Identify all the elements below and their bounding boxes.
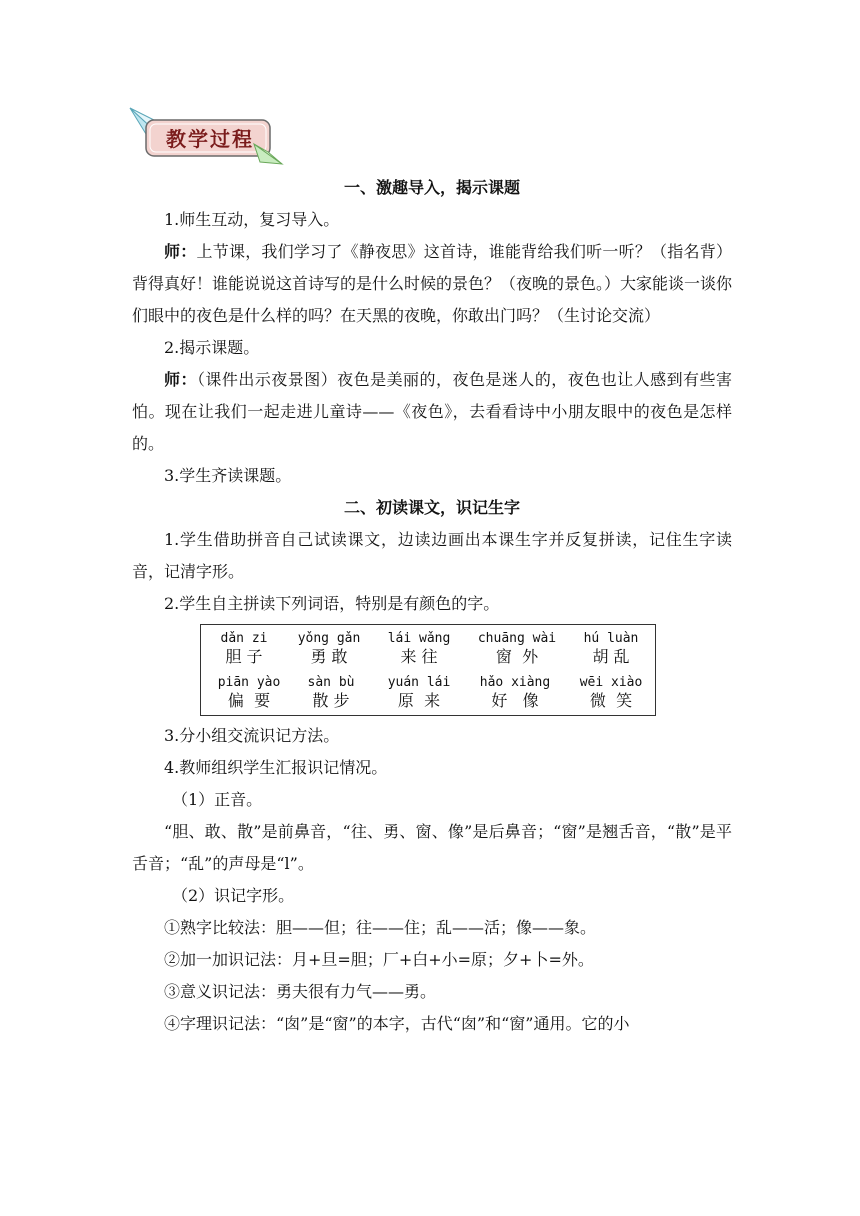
hanzi: 勇 敢 xyxy=(310,647,348,666)
speaker-label: 师： xyxy=(164,370,197,389)
list-item: 3.分小组交流识记方法。 xyxy=(164,726,340,745)
list-item: 1.学生借助拼音自己试读课文，边读边画出本课生字并反复拼读，记住生字读音，记清字形。 xyxy=(132,530,732,581)
hanzi: 散 步 xyxy=(312,691,350,710)
pinyin: chuāng wài xyxy=(477,631,557,646)
method-item: ④字理识记法：“囱”是“窗”的本字，古代“囱”和“窗”通用。它的小 xyxy=(164,1014,630,1033)
list-item: 2.学生自主拼读下列词语，特别是有颜色的字。 xyxy=(164,594,500,613)
method-item: ③意义识记法：勇夫很有力气——勇。 xyxy=(164,982,437,1001)
pinyin: hǎo xiàng xyxy=(479,675,551,690)
sub-item: （2）识记字形。 xyxy=(172,886,295,905)
list-item: 3.学生齐读课题。 xyxy=(164,466,292,485)
pinyin: yuán lái xyxy=(387,675,451,690)
hanzi: 微 笑 xyxy=(589,691,633,710)
teacher-paragraph-1 xyxy=(132,236,732,332)
method-item: ②加一加识记法：月+旦=胆；厂+白+小=原；夕+卜=外。 xyxy=(164,950,594,969)
hanzi: 窗 外 xyxy=(495,647,539,666)
section-heading-2: 二、初读课文，识记生字 xyxy=(343,498,520,517)
teacher-paragraph-2 xyxy=(132,364,732,460)
vocabulary-row xyxy=(201,631,655,671)
pinyin: piān yào xyxy=(217,675,281,690)
sub-item: （1）正音。 xyxy=(172,790,263,809)
list-item: 4.教师组织学生汇报识记情况。 xyxy=(164,758,388,777)
lesson-content xyxy=(132,172,732,1040)
hanzi: 偏 要 xyxy=(227,691,271,710)
pinyin: yǒng gǎn xyxy=(297,631,361,646)
vocabulary-box xyxy=(200,624,656,716)
hanzi: 原 来 xyxy=(397,691,441,710)
hanzi: 胆 子 xyxy=(225,647,263,666)
section-badge xyxy=(128,104,286,170)
method-item: ①熟字比较法：胆——但；往——住；乱——活；像——象。 xyxy=(164,918,597,937)
paragraph-text: 上节课，我们学习了《静夜思》这首诗，谁能背给我们听一听？（指名背）背得真好！谁能说说这首诗写的是什么时候的景色？（夜晚的景色。）大家能谈一谈你们眼中的夜色是什么样的吗？在天黑的夜晚，你敢出门吗？（生讨论交流） xyxy=(132,242,733,325)
pinyin: hú luàn xyxy=(583,631,639,646)
vocab-word xyxy=(469,631,565,667)
paragraph-text: （课件出示夜景图）夜色是美丽的，夜色是迷人的，夜色也让人感到有些害怕。现在让我们一起走进儿童诗——《夜色》，去看看诗中小朋友眼中的夜色是怎样的。 xyxy=(132,370,732,453)
pronunciation-note: “胆、敢、散”是前鼻音，“往、勇、窗、像”是后鼻音；“窗”是翘舌音，“散”是平舌音；“乱”的声母是“l”。 xyxy=(132,822,732,873)
vocab-word xyxy=(573,631,649,667)
pinyin: lái wǎng xyxy=(387,631,451,646)
vocab-word xyxy=(293,675,369,711)
vocab-word xyxy=(569,675,653,711)
vocab-word xyxy=(289,631,369,667)
vocab-word xyxy=(209,675,289,711)
hanzi: 来 往 xyxy=(400,647,438,666)
hanzi: 胡 乱 xyxy=(592,647,630,666)
pinyin: dǎn zi xyxy=(220,631,268,646)
vocab-word xyxy=(379,631,459,667)
hanzi: 好 像 xyxy=(491,691,539,710)
speaker-label: 师： xyxy=(164,242,197,261)
vocab-word xyxy=(467,675,563,711)
vocab-word xyxy=(209,631,279,667)
list-item: 1.师生互动，复习导入。 xyxy=(164,210,340,229)
badge-label: 教学过程 xyxy=(166,127,254,151)
pinyin: wēi xiào xyxy=(579,675,643,690)
list-item: 2.揭示课题。 xyxy=(164,338,260,357)
section-heading-1: 一、激趣导入，揭示课题 xyxy=(343,178,520,197)
vocab-word xyxy=(377,675,461,711)
pinyin: sàn bù xyxy=(307,675,355,690)
vocabulary-row xyxy=(201,675,655,715)
